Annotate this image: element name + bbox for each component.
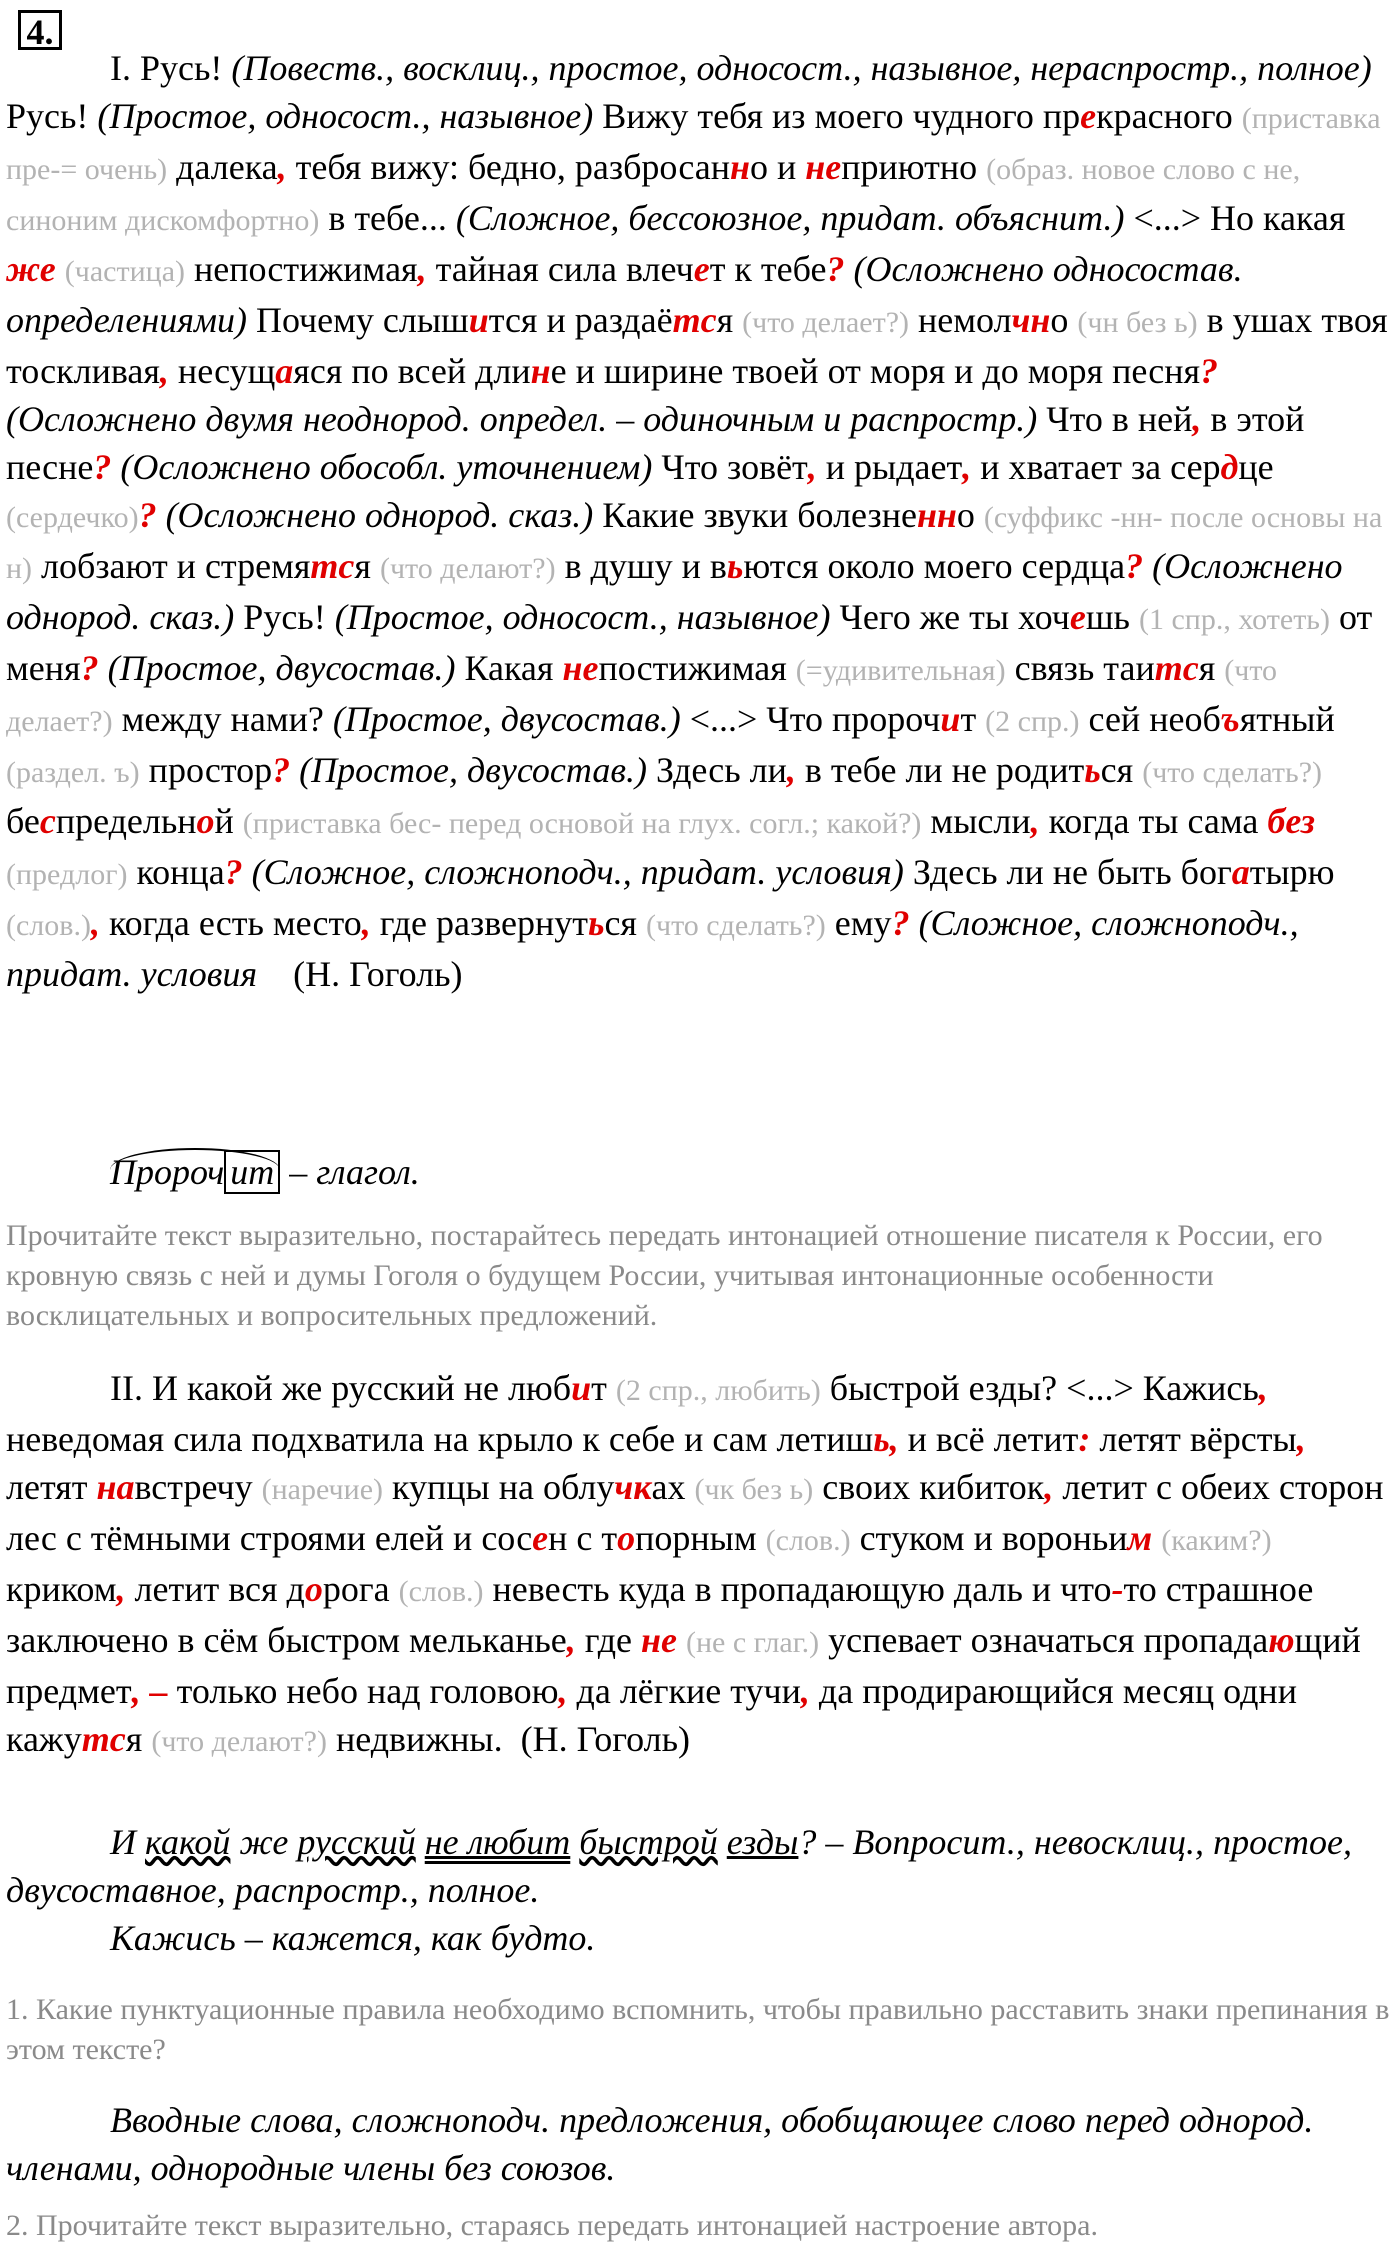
exercise-number: 4. bbox=[18, 10, 62, 50]
part-two-author: (Н. Гоголь) bbox=[520, 1719, 691, 1759]
question-one: Прочитайте текст выразительно, постарайтесь передать интонацией отношение писателя к России, его кровную связь с ней и думы Гоголя о будущем России, учитывая интонационные особенности восклицательных и вопросительных предложений. bbox=[6, 1219, 1323, 1332]
part-two-text: II. И какой же русский не любит (2 спр., любить) быстрой езды? <...> Кажись, неведомая сила подхватила на крыло к себе и сам летишь, и всё летит: летят вёрсты, летят навстречу (наречие) купцы на облучках (чк без ь) своих кибиток, летит с обеих сторон лес с тёмными строями елей и сосен с топорным (слов.) стуком и вороньим (каким?) криком, летит вся дорога (слов.) невесть куда в пропадающую даль и что-то страшное заключено в сём быстром мельканье, где не (не с глаг.) успевает означаться пропадающий предмет, – только небо над головою, да лёгкие тучи, да продирающийся месяц одни кажутся (что делают?) недвижны. (Н. Гоголь) bbox=[6, 1368, 1384, 1759]
part-one-text: I. Русь! (Повеств., восклиц., простое, односост., назывное, нераспростр., полное) Русь! (Простое, односост., назывное) Вижу тебя из моего чудного прекрасного (приставка пре-= очень) далека, тебя вижу: бедно, разбросанно и неприютно (образ. новое слово с не, синоним дискомфортно) в тебе... (Сложное, бессоюзное, придат. объяснит.) <...> Но какая же (частица) непостижимая, тайная сила влечет к тебе? (Осложнено односостав. определениями) Почему слышится и раздаётся (что делает?) немолчно (чн без ь) в ушах твоя тоскливая, несущаяся по всей длине и ширине твоей от моря и до моря песня? (Осложнено двумя неоднород. определ. – одиночным и распростр.) Что в ней, в этой песне? (Осложнено обособл. уточнением) Что зовёт, и рыдает, и хватает за сердце (сердечко)? (Осложнено однород. сказ.) Какие звуки болезненно (суффикс -нн- после основы на н) лобзают и стремятся (что делают?) в душу и вьются около моего сердца? (Осложнено однород. сказ.) Русь! (Простое, односост., назывное) Чего же ты хочешь (1 спр., хотеть) от меня? (Простое, двусостав.) Какая непостижимая (=удивительная) связь таится (что делает?) между нами? (Простое, двусостав.) <...> Что пророчит (2 спр.) сей необъятный (раздел. ъ) простор? (Простое, двусостав.) Здесь ли, в тебе ли не родиться (что сделать?) беспредельной (приставка бес- перед основой на глух. согл.; какой?) мысли, когда ты сама без (предлог) конца? (Сложное, сложноподч., придат. условия) Здесь ли не быть богатырю (слов.), когда есть место, где развернуться (что сделать?) ему? (Сложное, сложноподч., придат. условия (Н. Гоголь) bbox=[6, 48, 1388, 994]
analysis-word: Пророч ит bbox=[110, 1148, 280, 1192]
question-two: 1. Какие пунктуационные правила необходимо вспомнить, чтобы правильно расставить знаки препинания в этом тексте? bbox=[6, 1993, 1390, 2066]
part-one-author: (Н. Гоголь) bbox=[293, 954, 463, 994]
analysis-line-two: простое, двусоставное, распростр., полное. bbox=[6, 1822, 1353, 1910]
part-two-analysis: И какой же русский не любит быстрой езды? – Вопросит., невосклиц., простое, двусоставное, распростр., полное. bbox=[6, 1822, 1353, 1910]
analysis-rest: – глагол. bbox=[280, 1152, 420, 1192]
answer-two: Вводные слова, сложноподч. предложения, обобщающее слово перед однород. членами, однородные члены без союзов. bbox=[6, 2100, 1314, 2188]
question-three: 2. Прочитайте текст выразительно, стараясь передать интонацией настроение автора. bbox=[6, 2209, 1098, 2242]
part-two-analysis-line3: Кажись – кажется, как будто. bbox=[110, 1918, 596, 1958]
part-one-analysis bbox=[110, 1148, 1310, 1196]
